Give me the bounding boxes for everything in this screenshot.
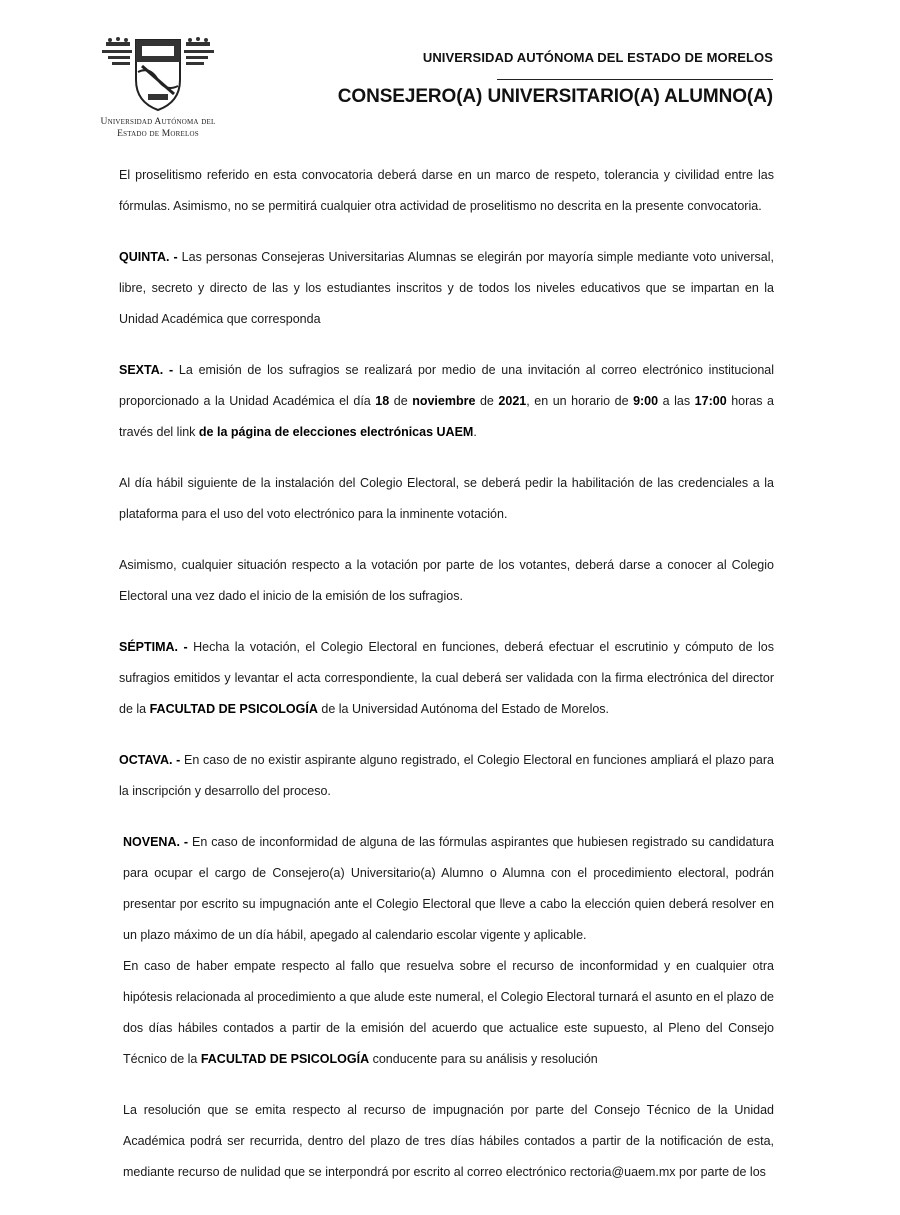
- clause-text: de: [475, 394, 499, 408]
- clause-label: OCTAVA. -: [119, 753, 181, 767]
- clause-octava: [119, 745, 774, 807]
- clause-text: Hecha la votación, el Colegio Electoral en funciones, deberá efectuar el escrutinio y cómputo de los sufragios emitidos y levantar el acta correspondiente, la cual deberá ser validada con la firma electrónica del director de la: [119, 640, 774, 716]
- faculty-name: FACULTAD DE PSICOLOGÍA: [149, 702, 318, 716]
- university-name: UNIVERSIDAD AUTÓNOMA DEL ESTADO DE MORELOS: [422, 50, 773, 65]
- clause-label: SEXTA. -: [119, 363, 174, 377]
- paragraph-empate: [119, 951, 774, 1075]
- paragraph-habilitacion: Al día hábil siguiente de la instalación del Colegio Electoral, se deberá pedir la habilitación de las credenciales a la plataforma para el uso del voto electrónico para la inminente votación.: [119, 476, 774, 521]
- clause-novena: [119, 827, 774, 951]
- document-title: CONSEJERO(A) UNIVERSITARIO(A) ALUMNO(A): [337, 86, 773, 107]
- university-logo: [88, 36, 228, 140]
- clause-text: , en un horario de: [526, 394, 634, 408]
- clause-text: de: [389, 394, 413, 408]
- election-year: 2021: [498, 394, 527, 408]
- clause-label: NOVENA. -: [123, 835, 189, 849]
- paragraph-asimismo: Asimismo, cualquier situación respecto a la votación por parte de los votantes, deberá darse a conocer al Colegio Electoral una vez dado el inicio de la emisión de los sufragios.: [119, 558, 774, 603]
- clause-text: a las: [658, 394, 695, 408]
- paragraph-proselitismo: El proselitismo referido en esta convocatoria deberá darse en un marco de respeto, tolerancia y civilidad entre las fórmulas. Asimismo, no se permitirá cualquier otra actividad de proselitismo no descrita en la presente convocatoria.: [119, 168, 774, 213]
- clause-quinta: [119, 242, 774, 335]
- document-body: [119, 160, 774, 1208]
- clause-text: Las personas Consejeras Universitarias Alumnas se elegirán por mayoría simple mediante voto universal, libre, secreto y directo de las y los estudiantes inscritos y de todos los niveles educativos que se impartan en la Unidad Académica que corresponda: [119, 250, 774, 326]
- clause-label: SÉPTIMA. -: [119, 640, 188, 654]
- election-day: 18: [375, 394, 390, 408]
- clause-text: En caso de haber empate respecto al fallo que resuelva sobre el recurso de inconformidad y en cualquier otra hipótesis relacionada al procedimiento a que alude este numeral, el Colegio Electoral turnará el asunto en el plazo de dos días hábiles contados a partir de la emisión del acuerdo que actualice este supuesto, al Pleno del Consejo Técnico de la: [123, 959, 774, 1066]
- clause-text: de la Universidad Autónoma del Estado de Morelos.: [317, 702, 610, 716]
- clause-sexta: [119, 355, 774, 448]
- faculty-name: FACULTAD DE PSICOLOGÍA: [200, 1052, 370, 1066]
- end-time: 17:00: [694, 394, 727, 408]
- clause-text: .: [473, 425, 477, 439]
- clause-text: En caso de inconformidad de alguna de las fórmulas aspirantes que hubiesen registrado su candidatura para ocupar el cargo de Consejero(a) Universitario(a) Alumno o Alumna con el procedimiento electoral, podrán presentar por escrito su impugnación ante el Colegio Electoral que lleve a cabo la elección quien deberá resolver en un plazo máximo de un día hábil, apegado al calendario escolar vigente y aplicable.: [123, 835, 774, 942]
- clause-text: La emisión de los sufragios se realizará por medio de una invitación al correo electrónico institucional proporcionado a la Unidad Académica el día: [119, 363, 774, 408]
- clause-septima: [119, 632, 774, 725]
- clause-text: conducente para su análisis y resolución: [369, 1052, 598, 1066]
- logo-caption-line2: Estado de Morelos: [117, 129, 199, 139]
- header-divider: [497, 79, 773, 80]
- clause-text: En caso de no existir aspirante alguno registrado, el Colegio Electoral en funciones ampliará el plazo para la inscripción y desarrollo del proceso.: [119, 753, 774, 798]
- start-time: 9:00: [633, 394, 659, 408]
- elections-link-text: de la página de elecciones electrónicas UAEM: [198, 425, 474, 439]
- logo-caption-line1: Universidad Autónoma del: [100, 117, 216, 127]
- clause-text: horas a través del link: [119, 394, 774, 439]
- uaem-shield-icon: [98, 36, 218, 112]
- election-month: noviembre: [412, 394, 476, 408]
- paragraph-resolucion: La resolución que se emita respecto al recurso de impugnación por parte del Consejo Técnico de la Unidad Académica podrá ser recurrida, dentro del plazo de tres días hábiles contados a partir de la notificación de esta, mediante recurso de nulidad que se interpondrá por escrito al correo electrónico rectoria@uaem.mx por parte de los: [123, 1103, 774, 1179]
- clause-label: QUINTA. -: [119, 250, 178, 264]
